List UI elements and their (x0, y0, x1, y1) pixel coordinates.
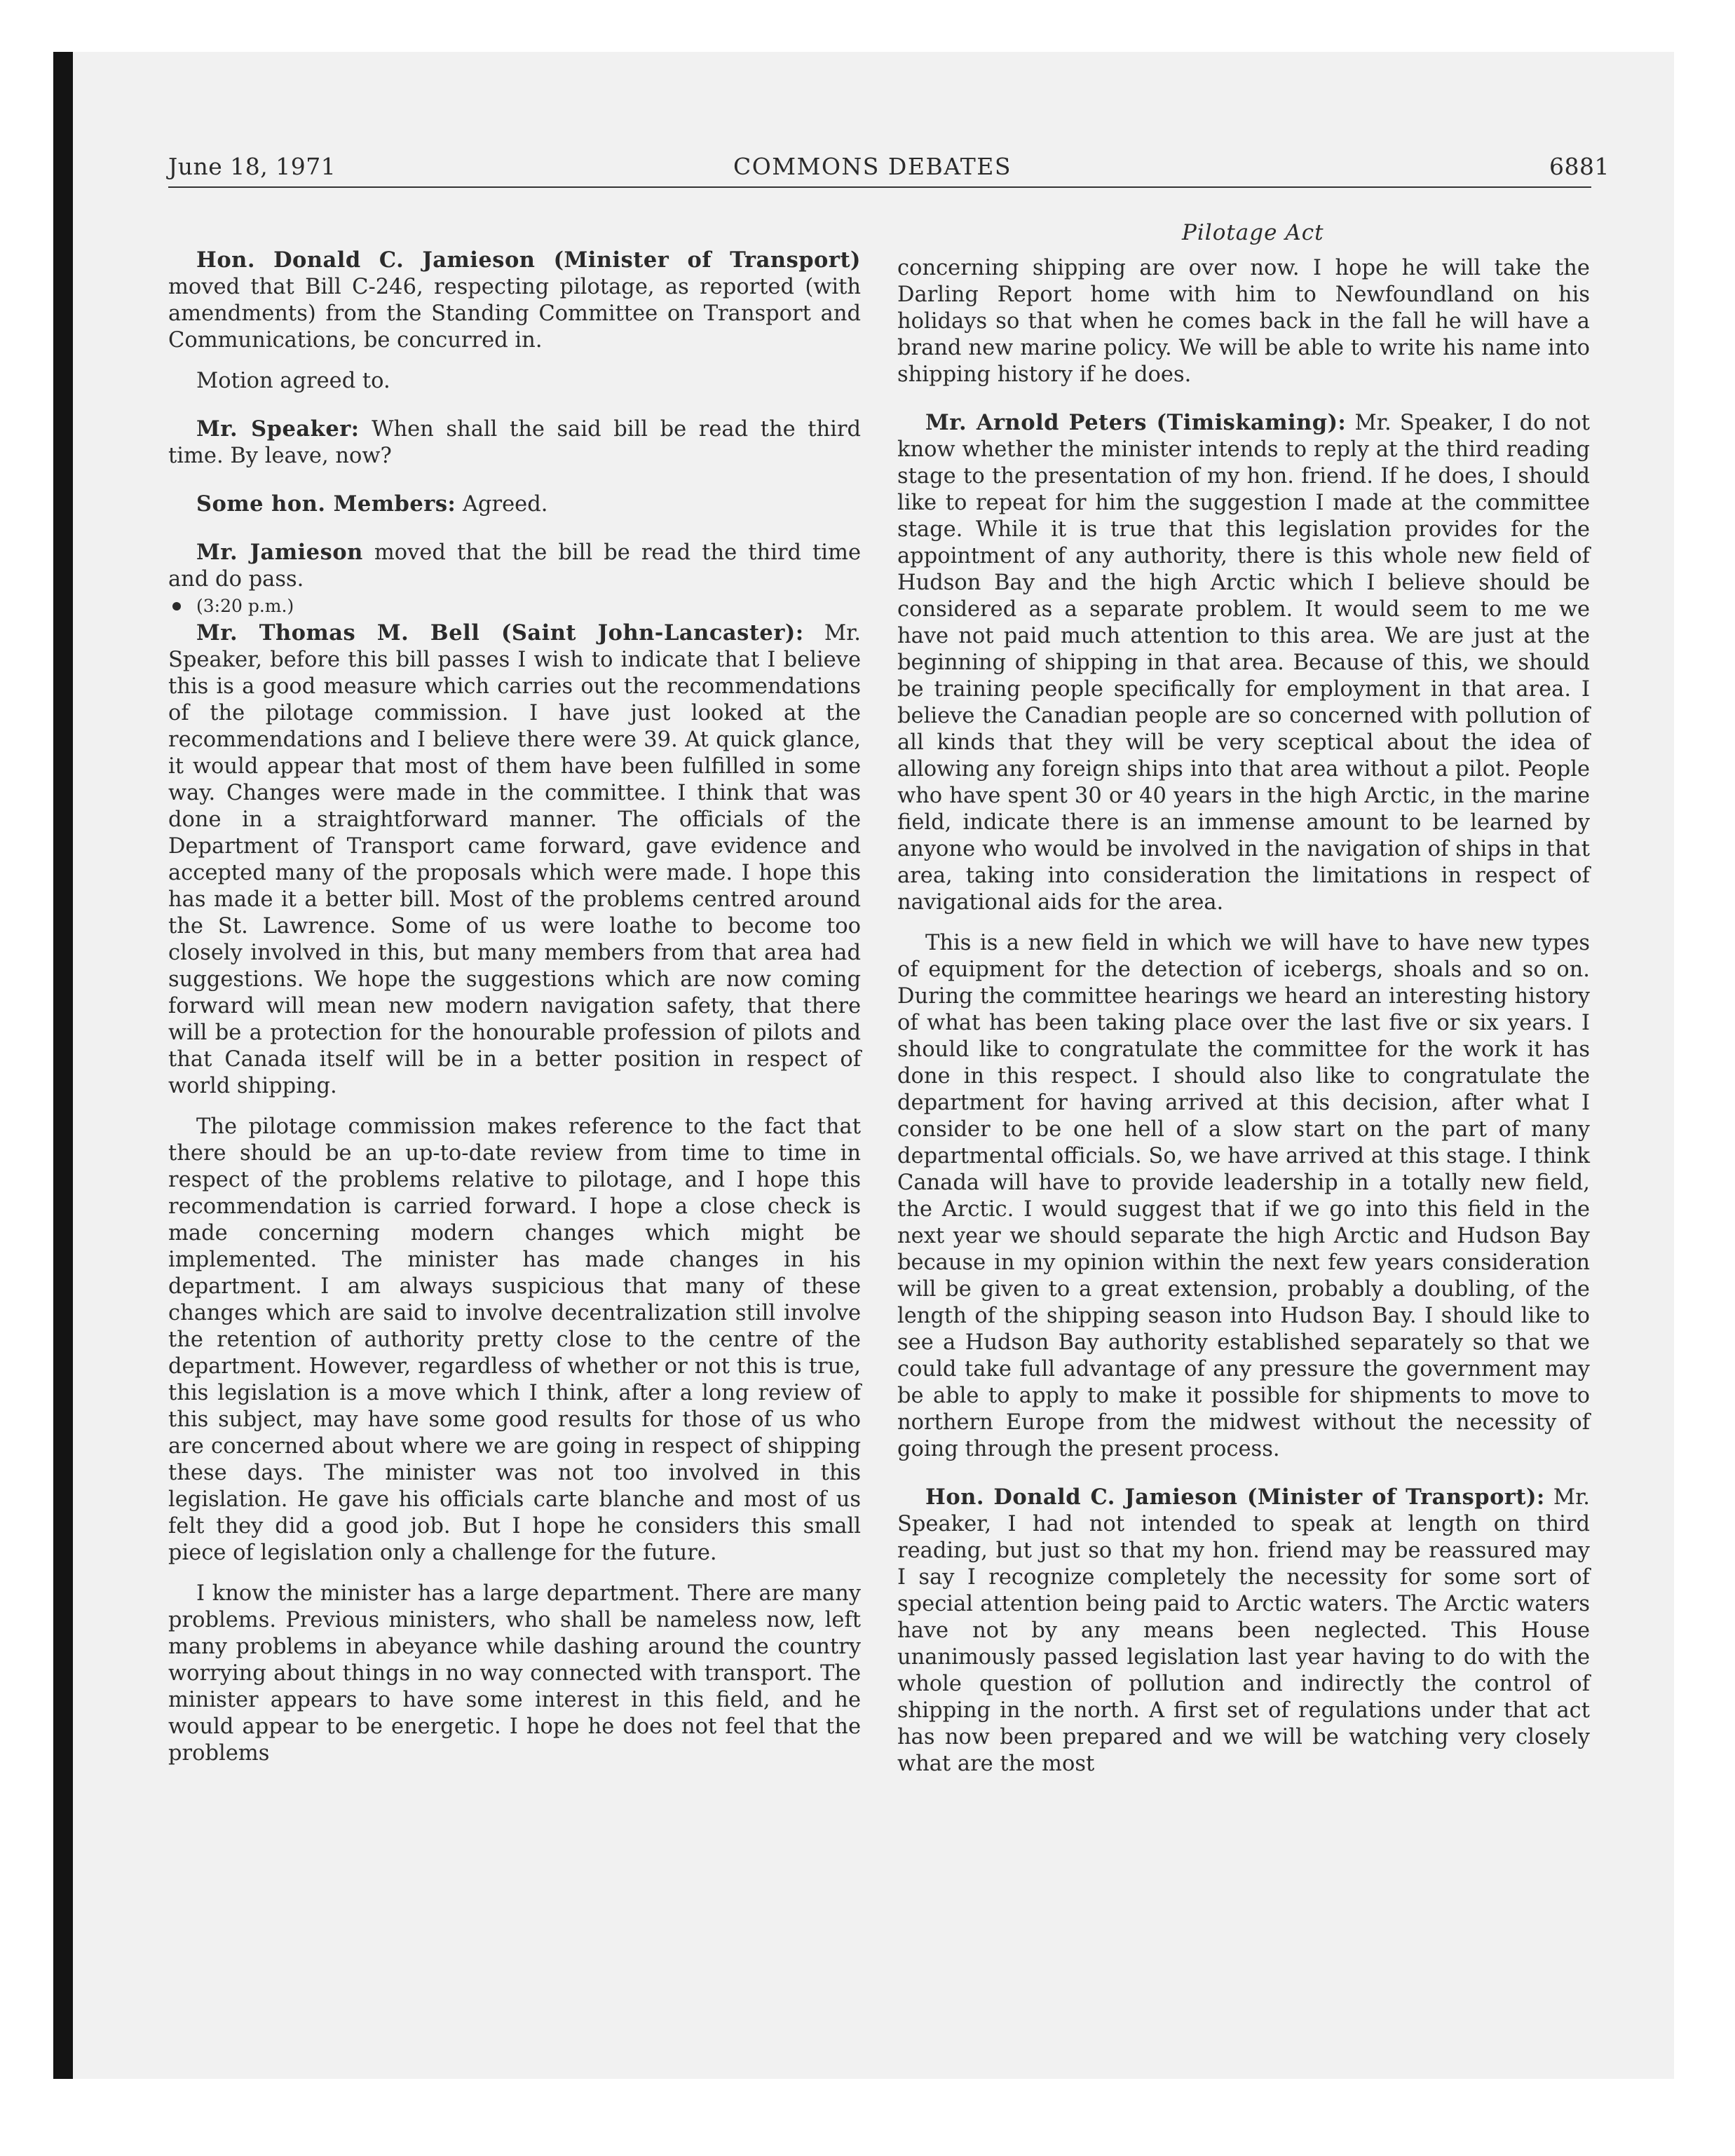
speech-text: Mr. Speaker, before this bill passes I wish to indicate that I believe this is a good measure which carries out the recommendations of the pilotage commission. I have just looked at the recommendations and I believe there were 39. At quick glance, it would appear that most of them have been fulfilled in some way. Changes were made in the committee. I think that was done in a straightforward manner. The officials of the Department of Transport came forward, gave evidence and accepted many of the proposals which were made. I hope this has made it a better bill. Most of the problems centred around the St. Lawrence. Some of us were loathe to become too closely involved in this, but many members from that area had suggestions. We hope the suggestions which are now coming forward will mean new modern navigation safety, that there will be a protection for the honourable profession of pilots and that Canada itself will be in a better position in respect of world shipping. (168, 621, 861, 1098)
speech-text: This is a new field in which we will have to have new types of equipment for the detection of icebergs, shoals and so on. During the committee hearings we heard an interesting history of what has been taking place over the last five or six years. I should like to congratulate the committee for the work it has done in this respect. I should also like to congratulate the department for having arrived at this decision, after what I consider to be one hell of a slow start on the part of many departmental officials. So, we have arrived at this stage. I think Canada will have to provide leadership in a totally new field, the Arctic. I would suggest that if we go into this field in the next year we should separate the high Arctic and Hudson Bay because in my opinion within the next few years consideration will be given to a great extension, probably a doubling, of the length of the shipping season into Hudson Bay. I should like to see a Hudson Bay authority established separately so that we could take full advantage of any pressure the government may be able to apply to make it possible for shipments to move to northern Europe from the midwest without the necessity of going through the present process. (897, 931, 1590, 1461)
left-column (168, 247, 861, 1767)
timestamp-text: (3:20 p.m.) (196, 596, 294, 616)
scan-edge-shadow (53, 52, 73, 2079)
speaker-name: Some hon. Members: (196, 491, 456, 517)
speaker-name: Mr. Jamieson (196, 540, 363, 565)
paragraph (897, 255, 1590, 388)
speech-text: moved that the bill be read the third time and do pass. (168, 540, 861, 592)
speech-text: Motion agreed to. (196, 369, 390, 393)
speaker-name: Mr. Arnold Peters (Timiskaming): (925, 410, 1347, 435)
header-date: June 18, 1971 (168, 153, 336, 180)
speech-text: The pilotage commission makes reference to the fact that there should be an up-to-date review from time to time in respect of the problems relative to pilotage, and I hope this recommendation is carried forward. I hope a close check is made concerning modern changes which might be implemented. The minister has made changes in his department. I am always suspicious that many of these changes which are said to involve decentralization still involve the retention of authority pretty close to the centre of the department. However, regardless of whether or not this is true, this legislation is a move which I think, after a long review of this subject, may have some good results for those of us who are concerned about where we are going in respect of shipping these days. The minister was not too involved in this legislation. He gave his officials carte blanche and most of us felt they did a good job. But I hope he considers this small piece of legislation only a challenge for the future. (168, 1114, 861, 1565)
paragraph (897, 930, 1590, 1463)
speech-text: I know the minister has a large department. There are many problems. Previous ministers, who shall be nameless now, left many problems in abeyance while dashing around the country worrying about things in no way connected with transport. The minister appears to have some interest in this field, and he would appear to be energetic. I hope he does not feel that the problems (168, 1581, 861, 1766)
speech-text: concerning shipping are over now. I hope he will take the Darling Report home with him to Newfoundland on his holidays so that when he comes back in the fall he will have a brand new marine policy. We will be able to write his name into shipping history if he does. (897, 256, 1590, 387)
header-title: COMMONS DEBATES (733, 153, 1012, 180)
paragraph (168, 247, 861, 354)
speech-text: moved that Bill C-246, respecting pilotage, as reported (with amendments) from the Standing Committee on Transport and Communications, be concurred in. (168, 275, 861, 353)
right-column (897, 255, 1590, 1778)
paragraph (897, 1484, 1590, 1778)
paragraph (897, 409, 1590, 916)
speaker-name: Mr. Speaker: (196, 416, 360, 442)
header-page-number: 6881 (1549, 153, 1610, 180)
paragraph (168, 368, 861, 395)
speaker-name: Mr. Thomas M. Bell (Saint John-Lancaster): (196, 620, 804, 646)
paragraph (168, 1581, 861, 1767)
speech-text: Mr. Speaker, I had not intended to speak at length on third reading, but just so that my hon. friend may be reassured may I say I recognize completely the necessity for some sort of special attention being paid to Arctic waters. The Arctic waters have not by any means been neglected. This House unanimously passed legislation last year having to do with the whole question of pollution and indirectly the control of shipping in the north. A first set of regulations under that act has now been prepared and we will be watching very closely what are the most (897, 1485, 1590, 1776)
paragraph (168, 620, 861, 1100)
paragraph (168, 539, 861, 593)
paragraph (168, 1114, 861, 1567)
speech-text: When shall the said bill be read the third time. By leave, now? (168, 417, 861, 468)
paragraph (168, 416, 861, 470)
header-rule (168, 186, 1591, 188)
speaker-name: Hon. Donald C. Jamieson (Minister of Transport): (925, 1485, 1545, 1510)
running-head: Pilotage Act (1182, 220, 1324, 245)
paragraph (168, 491, 861, 518)
bullet-icon (172, 602, 181, 610)
timestamp (168, 593, 861, 620)
speech-text: Mr. Speaker, I do not know whether the minister intends to reply at the third reading stage to the presentation of my hon. friend. If he does, I should like to repeat for him the suggestion I made at the committee stage. While it is true that this legislation provides for the appointment of any authority, there is this whole new field of Hudson Bay and the high Arctic which I believe should be considered as a separate problem. It would seem to me we have not paid much attention to this area. We are just at the beginning of shipping in that area. Because of this, we should be training people specifically for employment in that area. I believe the Canadian people are so concerned with pollution of all kinds that they will be very sceptical about the idea of allowing any foreign ships into that area without a pilot. People who have spent 30 or 40 years in the high Arctic, in the marine field, indicate there is an immense amount to be learned by anyone who would be involved in the navigation of ships in that area, taking into consideration the limitations in respect of navigational aids for the area. (897, 411, 1590, 915)
speaker-name: Hon. Donald C. Jamieson (Minister of Transport) (196, 247, 861, 273)
speech-text: Agreed. (456, 492, 548, 517)
